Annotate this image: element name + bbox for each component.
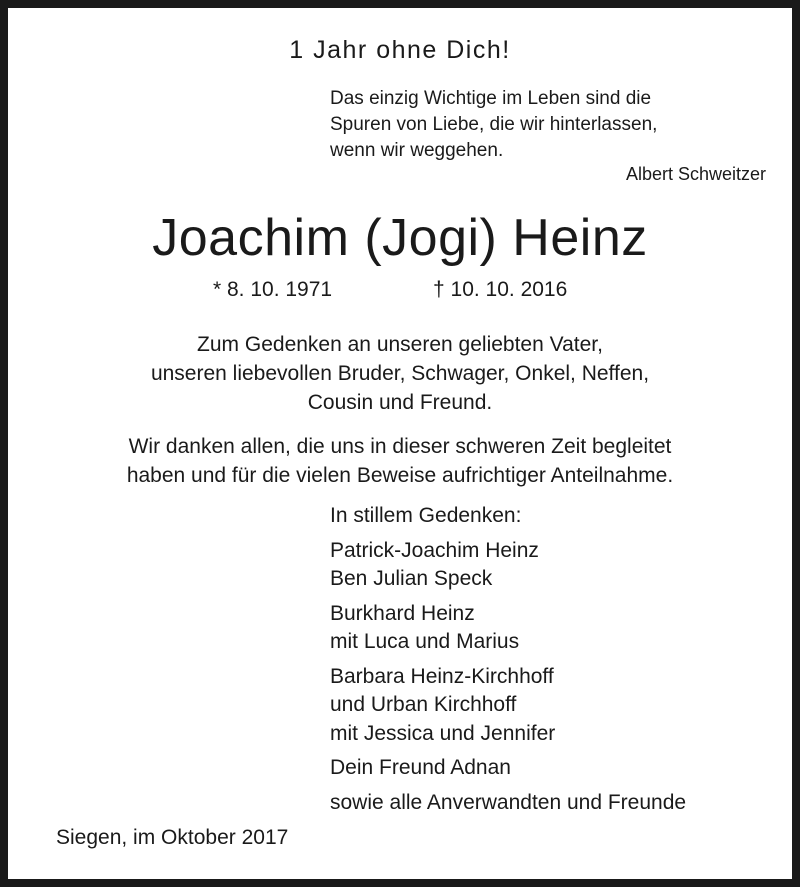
signer-group (330, 754, 686, 783)
quote-line: wenn wir weggehen. (330, 140, 504, 161)
signer-line: Dein Freund Adnan (330, 756, 511, 779)
signer-line: mit Jessica und Jennifer (330, 721, 556, 745)
quote-line: Das einzig Wichtige im Leben sind die (330, 88, 652, 109)
memorial-text (8, 330, 792, 417)
signer-line: sowie alle Anverwandten und Freunde (330, 790, 687, 814)
thanks-line: Wir danken allen, die uns in dieser schweren Zeit begleitet (128, 435, 672, 458)
memorial-line: Cousin und Freund. (307, 391, 493, 414)
signers-intro-text: In stillem Gedenken: (330, 504, 522, 527)
signer-line: mit Luca und Marius (330, 630, 520, 653)
death-date: † 10. 10. 2016 (433, 278, 568, 301)
memorial-line: unseren liebevollen Bruder, Schwager, Onkel, Neffen, (150, 362, 650, 385)
signers-block (330, 502, 686, 823)
birth-date: * 8. 10. 1971 (213, 278, 333, 301)
thanks-text (8, 432, 792, 490)
signer-line: Barbara Heinz-Kirchhoff (330, 664, 554, 688)
headline: 1 Jahr ohne Dich! (289, 36, 511, 64)
signer-line: Burkhard Heinz (330, 601, 475, 625)
signer-group (330, 663, 686, 749)
quote-line: Spuren von Liebe, die wir hinterlassen, (330, 114, 658, 135)
signer-line: und Urban Kirchhoff (330, 693, 517, 716)
signers-intro (330, 502, 686, 531)
signer-group (330, 789, 686, 818)
place-date: Siegen, im Oktober 2017 (56, 826, 289, 849)
quote-author: Albert Schweitzer (625, 164, 766, 184)
memorial-line: Zum Gedenken an unseren geliebten Vater, (197, 333, 603, 356)
signer-line: Ben Julian Speck (330, 567, 493, 590)
thanks-line: haben und für die vielen Beweise aufrichtiger Anteilnahme. (126, 464, 674, 487)
quote (330, 86, 657, 164)
signer-group (330, 600, 686, 657)
signer-line: Patrick-Joachim Heinz (330, 538, 539, 562)
signer-group (330, 537, 686, 594)
deceased-name: Joachim (Jogi) Heinz (152, 209, 648, 267)
